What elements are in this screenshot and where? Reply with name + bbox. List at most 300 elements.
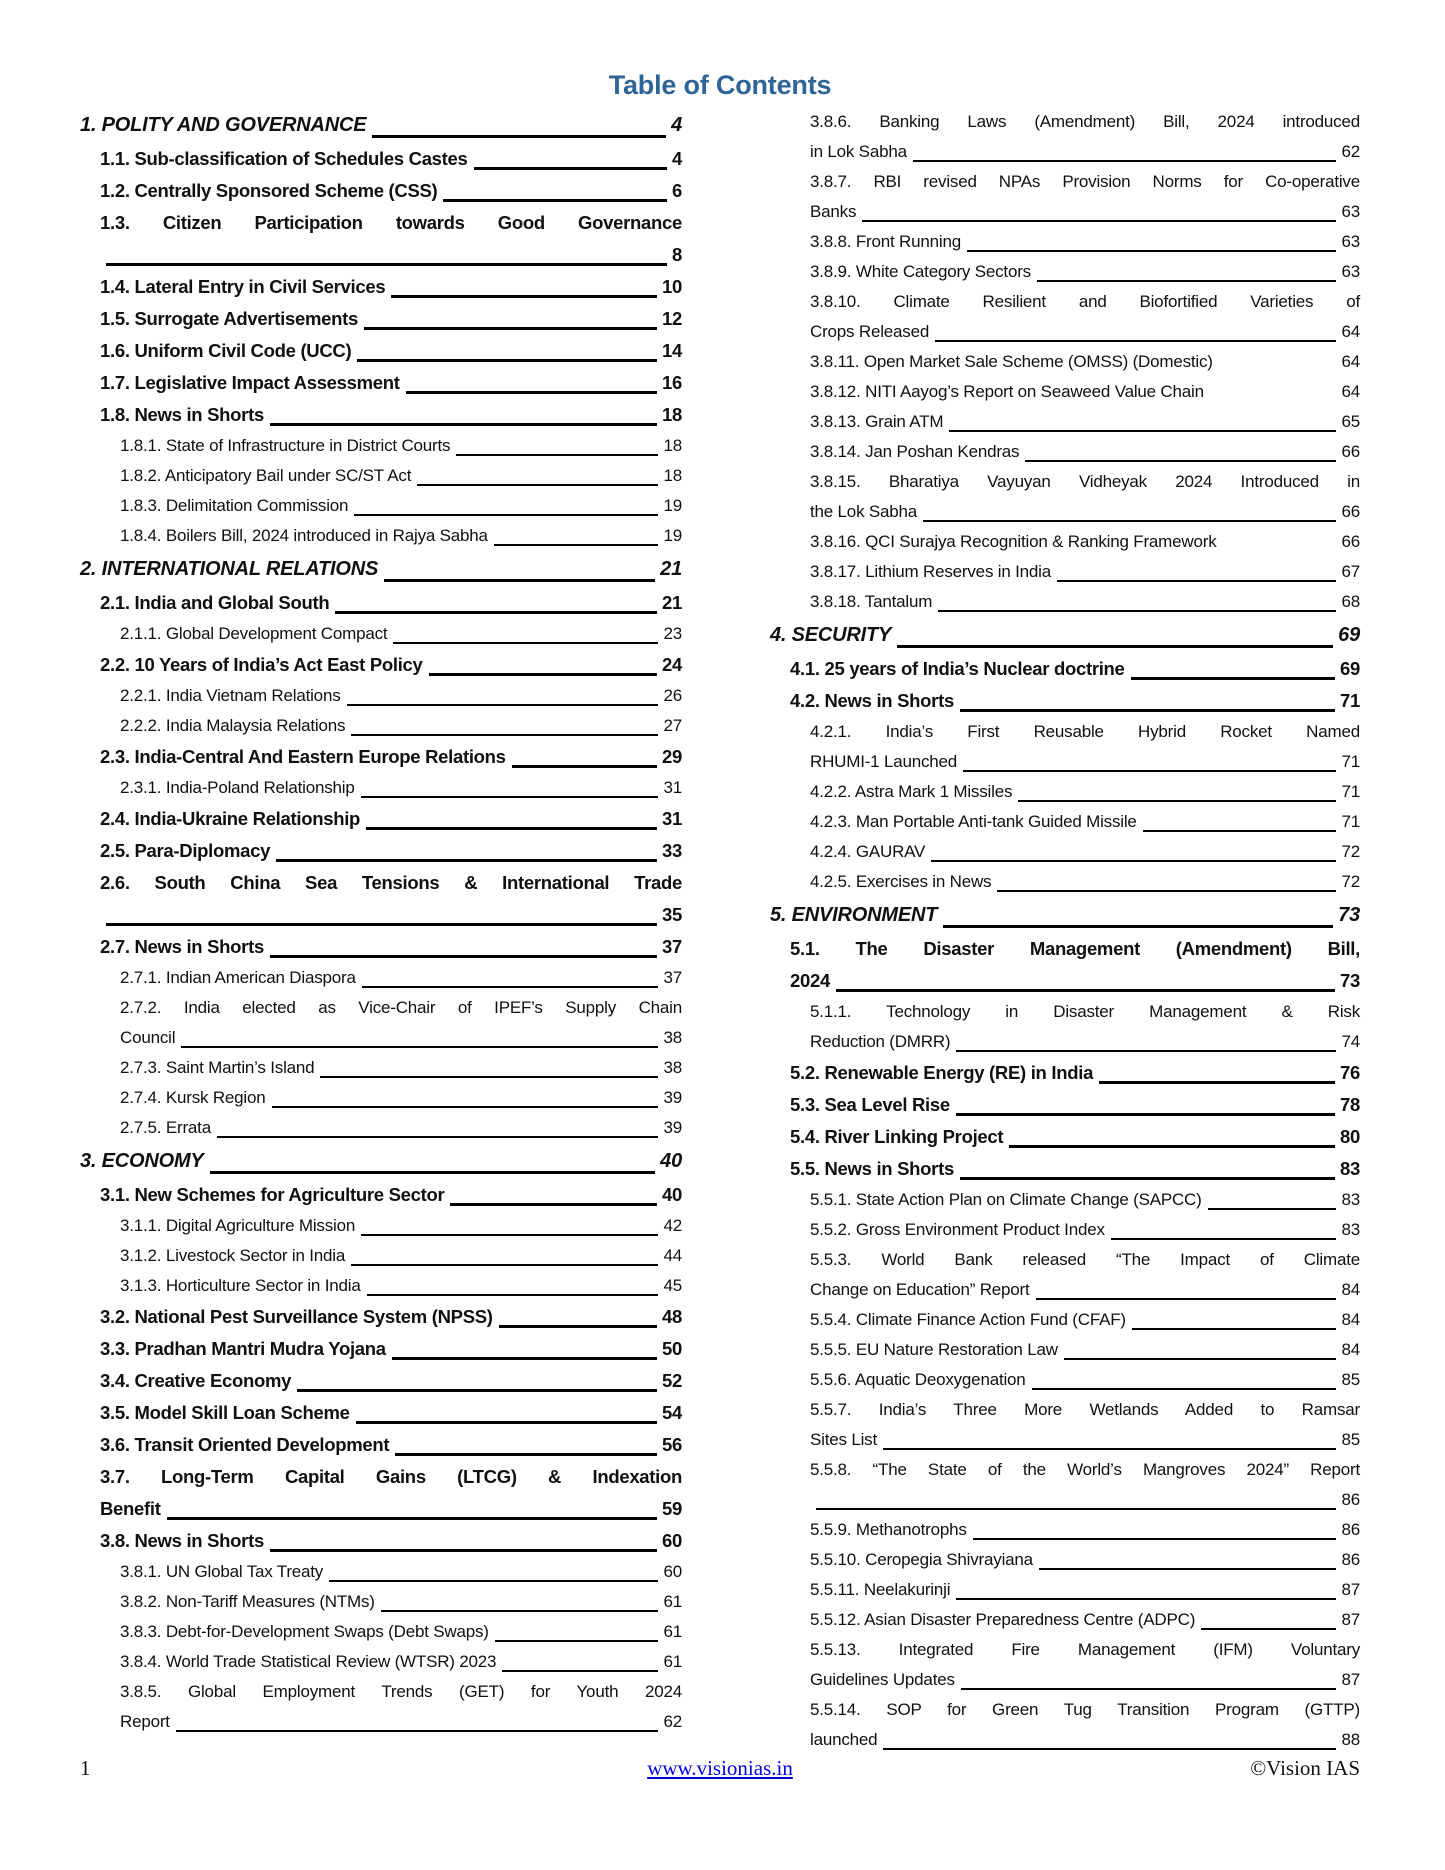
- toc-entry-label: 3.8.2. Non-Tariff Measures (NTMs): [120, 1592, 375, 1611]
- dot-leader: [329, 1580, 658, 1582]
- page-ref: 71: [1341, 782, 1360, 801]
- toc-entry-label: 3.3. Pradhan Mantri Mudra Yojana: [100, 1338, 386, 1359]
- dot-leader: [1009, 1145, 1335, 1148]
- page-ref: 72: [1341, 842, 1360, 861]
- dot-leader: [512, 765, 657, 768]
- toc-entry: [770, 1335, 1360, 1365]
- dot-leader: [357, 359, 657, 362]
- toc-column-left: [80, 107, 682, 1755]
- toc-entry-label: 3.8.8. Front Running: [810, 232, 961, 251]
- page-ref: 87: [1341, 1670, 1360, 1689]
- toc-entry-continuation: [80, 239, 682, 271]
- toc-entry-label: 3. ECONOMY: [80, 1150, 204, 1172]
- page-ref: 84: [1341, 1340, 1360, 1359]
- toc-entry: [770, 1121, 1360, 1153]
- page-ref: 67: [1341, 562, 1360, 581]
- toc-entry-label: 5.5.12. Asian Disaster Preparedness Centre (ADPC): [810, 1610, 1196, 1629]
- toc-entry: [80, 1113, 682, 1143]
- page-ref: 83: [1341, 1190, 1360, 1209]
- toc-entry: [770, 1695, 1360, 1725]
- toc-entry-label: 1.2. Centrally Sponsored Scheme (CSS): [100, 180, 438, 201]
- dot-leader: [956, 1598, 1336, 1600]
- toc-entry-continuation: [80, 1493, 682, 1525]
- toc-entry-label: Sites List: [810, 1430, 877, 1449]
- page-ref: 6: [672, 180, 682, 201]
- dot-leader: [1131, 677, 1335, 680]
- toc-entry-label: 2.7. News in Shorts: [100, 936, 264, 957]
- toc-entry-continuation: [770, 1665, 1360, 1695]
- page-ref: 18: [663, 436, 682, 455]
- toc-entry-label: 4.2.4. GAURAV: [810, 842, 926, 861]
- toc-entry: [80, 431, 682, 461]
- toc-entry-label: 5.5. News in Shorts: [790, 1158, 954, 1179]
- page-ref: 64: [1341, 322, 1360, 341]
- dot-leader: [395, 1453, 657, 1456]
- toc-entry: [770, 685, 1360, 717]
- toc-entry: [80, 741, 682, 773]
- toc-entry-label: 2.7.1. Indian American Diaspora: [120, 968, 356, 987]
- toc-entry-label: 1.8.1. State of Infrastructure in District Courts: [120, 436, 451, 455]
- dot-leader: [297, 1389, 657, 1392]
- toc-entry: [80, 1587, 682, 1617]
- dot-leader: [443, 199, 667, 202]
- toc-entry-label: 3.8.9. White Category Sectors: [810, 262, 1031, 281]
- toc-entry-label: 3.8.4. World Trade Statistical Review (WTSR) 2023: [120, 1652, 497, 1671]
- toc-entry-label: Reduction (DMRR): [810, 1032, 951, 1051]
- page-ref: 50: [662, 1338, 682, 1359]
- page-ref: 87: [1341, 1580, 1360, 1599]
- toc-entry: [770, 557, 1360, 587]
- toc-entry: [80, 367, 682, 399]
- toc-entry: [80, 1053, 682, 1083]
- toc-entry-label: 5.5.10. Ceropegia Shivrayiana: [810, 1550, 1033, 1569]
- toc-entry-label: 2.3.1. India-Poland Relationship: [120, 778, 355, 797]
- page-ref: 74: [1341, 1032, 1360, 1051]
- dot-leader: [406, 391, 657, 394]
- toc-entry: [770, 437, 1360, 467]
- toc-entry-label: 4.2.5. Exercises in News: [810, 872, 992, 891]
- page-ref: 10: [662, 276, 682, 297]
- toc-entry: [770, 1575, 1360, 1605]
- page-ref: 62: [1341, 142, 1360, 161]
- toc-entry: [770, 997, 1360, 1027]
- page-ref: 80: [1340, 1126, 1360, 1147]
- page-ref: 88: [1341, 1730, 1360, 1749]
- toc-entry-label: 5.5.2. Gross Environment Product Index: [810, 1220, 1105, 1239]
- toc-entry-continuation: [770, 317, 1360, 347]
- dot-leader: [210, 1171, 656, 1174]
- website-link[interactable]: www.visionias.in: [647, 1756, 793, 1780]
- dot-leader: [960, 709, 1335, 712]
- toc-entry-label: 3.8.6. Banking Laws (Amendment) Bill, 2024 introduced: [810, 112, 1360, 131]
- toc-entry-label: 3.8.17. Lithium Reserves in India: [810, 562, 1051, 581]
- toc-entry-label: 3.8.11. Open Market Sale Scheme (OMSS) (Domestic): [810, 352, 1213, 371]
- toc-entry-label: 2.1. India and Global South: [100, 592, 330, 613]
- page-ref: 66: [1341, 532, 1360, 551]
- page-ref: 73: [1338, 904, 1360, 926]
- dot-leader: [1032, 1388, 1337, 1390]
- toc-entry-label: in Lok Sabha: [810, 142, 907, 161]
- page-ref: 18: [662, 404, 682, 425]
- toc-entry: [80, 521, 682, 551]
- toc-entry: [770, 167, 1360, 197]
- dot-leader: [1208, 1208, 1337, 1210]
- page-ref: 24: [662, 654, 682, 675]
- toc-entry-label: 3.2. National Pest Surveillance System (NPSS): [100, 1306, 493, 1327]
- toc-entry: [80, 461, 682, 491]
- page-ref: 61: [663, 1652, 682, 1671]
- toc-entry-label: the Lok Sabha: [810, 502, 918, 521]
- toc-entry-label: 3.8.15. Bharatiya Vayuyan Vidheyak 2024 Introduced in: [810, 472, 1360, 491]
- dot-leader: [935, 340, 1336, 342]
- toc-entry: [80, 993, 682, 1023]
- page-ref: 35: [662, 904, 682, 925]
- toc-entry-label: 1.4. Lateral Entry in Civil Services: [100, 276, 386, 297]
- toc-entry-label: 2.6. South China Sea Tensions & International Trade: [100, 872, 682, 893]
- page-ref: 85: [1341, 1370, 1360, 1389]
- dot-leader: [1143, 830, 1337, 832]
- toc-entry: [80, 1525, 682, 1557]
- page-ref: 33: [662, 840, 682, 861]
- toc-entry-label: 2.2. 10 Years of India’s Act East Policy: [100, 654, 423, 675]
- dot-leader: [392, 1357, 657, 1360]
- toc-entry-label: 3.8.3. Debt-for-Development Swaps (Debt Swaps): [120, 1622, 489, 1641]
- toc-entry-label: 1.5. Surrogate Advertisements: [100, 308, 358, 329]
- toc-entry: [80, 931, 682, 963]
- toc-entry: [770, 653, 1360, 685]
- page-ref: 21: [660, 558, 682, 580]
- toc-entry-continuation: [80, 1023, 682, 1053]
- page-ref: 40: [660, 1150, 682, 1172]
- page-ref: 54: [662, 1402, 682, 1423]
- page-ref: 37: [662, 936, 682, 957]
- toc-entry-label: 3.8.5. Global Employment Trends (GET) for Youth 2024: [120, 1682, 682, 1701]
- toc-entry: [770, 1057, 1360, 1089]
- toc-entry: [80, 1461, 682, 1493]
- page-ref: 87: [1341, 1610, 1360, 1629]
- toc-entry: [80, 1083, 682, 1113]
- dot-leader: [354, 514, 658, 516]
- page-ref: 66: [1341, 442, 1360, 461]
- toc-entry-label: 3.8.14. Jan Poshan Kendras: [810, 442, 1020, 461]
- dot-leader: [106, 923, 657, 926]
- toc-entry-label: 2.1.1. Global Development Compact: [120, 624, 388, 643]
- toc-entry-label: 4.2.1. India’s First Reusable Hybrid Rocket Named: [810, 722, 1360, 741]
- dot-leader: [351, 734, 658, 736]
- dot-leader: [1201, 1628, 1336, 1630]
- toc-entry: [80, 587, 682, 619]
- page-ref: 23: [663, 624, 682, 643]
- dot-leader: [1064, 1358, 1337, 1360]
- dot-leader: [393, 642, 658, 644]
- toc-entry: [770, 777, 1360, 807]
- toc-entry: [770, 867, 1360, 897]
- toc-entry: [770, 837, 1360, 867]
- toc-entry-label: 5.3. Sea Level Rise: [790, 1094, 950, 1115]
- toc-entry: [80, 335, 682, 367]
- toc-entry-label: 5.1. The Disaster Management (Amendment) Bill,: [790, 938, 1360, 959]
- toc-entry-continuation: [770, 1425, 1360, 1455]
- dot-leader: [372, 135, 666, 138]
- page-ref: 61: [663, 1622, 682, 1641]
- page-ref: 85: [1341, 1430, 1360, 1449]
- toc-entry-label: 4.2. News in Shorts: [790, 690, 954, 711]
- page-ref: 42: [663, 1216, 682, 1235]
- toc-entry-label: 5.5.11. Neelakurinji: [810, 1580, 951, 1599]
- toc-entry-continuation: [770, 747, 1360, 777]
- toc-entry-label: 2.4. India-Ukraine Relationship: [100, 808, 361, 829]
- toc-entry: [770, 1089, 1360, 1121]
- toc-entry-label: 2.2.1. India Vietnam Relations: [120, 686, 341, 705]
- toc-entry-continuation: [770, 497, 1360, 527]
- toc-entry-label: 2.7.2. India elected as Vice-Chair of IPEF’s Supply Chain: [120, 998, 682, 1017]
- page-ref: 68: [1341, 592, 1360, 611]
- toc-entry-label: 3.8.7. RBI revised NPAs Provision Norms for Co-operative: [810, 172, 1360, 191]
- toc-entry-continuation: [80, 899, 682, 931]
- toc-entry-label: 3.8.1. UN Global Tax Treaty: [120, 1562, 324, 1581]
- toc-entry-label: Guidelines Updates: [810, 1670, 955, 1689]
- dot-leader: [361, 796, 659, 798]
- toc-entry: [80, 399, 682, 431]
- toc-entry-label: 2.3. India-Central And Eastern Europe Relations: [100, 746, 506, 767]
- page-ref: 21: [662, 592, 682, 613]
- dot-leader: [961, 1688, 1337, 1690]
- toc-column-right: [770, 107, 1360, 1755]
- dot-leader: [1057, 580, 1337, 582]
- toc-entry: [770, 933, 1360, 965]
- dot-leader: [913, 160, 1337, 162]
- toc-entry-label: launched: [810, 1730, 878, 1749]
- page-ref: 76: [1340, 1062, 1360, 1083]
- dot-leader: [931, 860, 1336, 862]
- page-ref: 71: [1340, 690, 1360, 711]
- page-ref: 63: [1341, 262, 1360, 281]
- toc-entry: [80, 867, 682, 899]
- toc-entry: [770, 1185, 1360, 1215]
- page-ref: 18: [663, 466, 682, 485]
- toc-entry: [770, 1635, 1360, 1665]
- toc-entry: [80, 773, 682, 803]
- dot-leader: [1037, 280, 1337, 282]
- dot-leader: [1111, 1238, 1337, 1240]
- dot-leader: [366, 827, 657, 830]
- dot-leader: [883, 1448, 1337, 1450]
- dot-leader: [364, 327, 657, 330]
- toc-entry-label: 3.1. New Schemes for Agriculture Sector: [100, 1184, 445, 1205]
- page-ref: 45: [663, 1276, 682, 1295]
- toc-entry-label: 1.8.2. Anticipatory Bail under SC/ST Act: [120, 466, 412, 485]
- page-ref: 69: [1338, 624, 1360, 646]
- page-ref: 62: [663, 1712, 682, 1731]
- page-ref: 37: [663, 968, 682, 987]
- toc-entry-label: 5.5.8. “The State of the World’s Mangroves 2024” Report: [810, 1460, 1360, 1479]
- dot-leader: [1025, 460, 1336, 462]
- dot-leader: [897, 645, 1333, 648]
- toc-entry: [80, 1143, 682, 1179]
- toc-entry: [770, 1245, 1360, 1275]
- dot-leader: [347, 704, 659, 706]
- toc-entry-label: 3.8. News in Shorts: [100, 1530, 264, 1551]
- page-ref: 84: [1341, 1280, 1360, 1299]
- dot-leader: [270, 423, 657, 426]
- dot-leader: [429, 673, 657, 676]
- toc-entry-label: RHUMI-1 Launched: [810, 752, 958, 771]
- toc-entry: [770, 1215, 1360, 1245]
- page-ref: 39: [663, 1088, 682, 1107]
- toc-entry-label: 5.5.5. EU Nature Restoration Law: [810, 1340, 1058, 1359]
- toc-entry-label: Council: [120, 1028, 176, 1047]
- toc-entry: [80, 1677, 682, 1707]
- toc-entry: [770, 1153, 1360, 1185]
- page-ref: 86: [1341, 1550, 1360, 1569]
- toc-entry: [80, 619, 682, 649]
- toc-entry-label: 5.5.3. World Bank released “The Impact of Climate: [810, 1250, 1360, 1269]
- toc-entry-continuation: [770, 1027, 1360, 1057]
- page-ref: 66: [1341, 502, 1360, 521]
- toc-entry: [770, 897, 1360, 933]
- page-ref: 38: [663, 1058, 682, 1077]
- dot-leader: [335, 611, 657, 614]
- toc-entry: [80, 1617, 682, 1647]
- toc-entry: [770, 1395, 1360, 1425]
- toc-entry-label: 4.2.2. Astra Mark 1 Missiles: [810, 782, 1013, 801]
- toc-entry-label: 2. INTERNATIONAL RELATIONS: [80, 558, 379, 580]
- toc-entry-label: 3.4. Creative Economy: [100, 1370, 292, 1391]
- toc-entry: [80, 1397, 682, 1429]
- page-ref: 19: [663, 496, 682, 515]
- dot-leader: [367, 1294, 659, 1296]
- toc-entry: [770, 287, 1360, 317]
- toc-entry-label: 3.8.10. Climate Resilient and Biofortified Varieties of: [810, 292, 1360, 311]
- dot-leader: [1132, 1328, 1337, 1330]
- dot-leader: [320, 1076, 658, 1078]
- toc-entry-label: 5.5.4. Climate Finance Action Fund (CFAF): [810, 1310, 1126, 1329]
- dot-leader: [1018, 800, 1336, 802]
- toc-entry-label: 3.8.18. Tantalum: [810, 592, 933, 611]
- dot-leader: [956, 1050, 1336, 1052]
- toc-entry-continuation: [770, 1275, 1360, 1305]
- toc-entry: [80, 303, 682, 335]
- toc-entry-label: 1.3. Citizen Participation towards Good Governance: [100, 212, 682, 233]
- toc-entry-label: 1.8.4. Boilers Bill, 2024 introduced in Rajya Sabha: [120, 526, 488, 545]
- dot-leader: [417, 484, 658, 486]
- dot-leader: [474, 167, 667, 170]
- toc-entry-label: 4.2.3. Man Portable Anti-tank Guided Missile: [810, 812, 1137, 831]
- dot-leader: [272, 1106, 659, 1108]
- page-ref: 73: [1340, 970, 1360, 991]
- toc-entry: [80, 1333, 682, 1365]
- toc-entry-label: 2.7.3. Saint Martin’s Island: [120, 1058, 315, 1077]
- page-ref: 56: [662, 1434, 682, 1455]
- toc-entry: [770, 1545, 1360, 1575]
- dot-leader: [270, 955, 657, 958]
- toc-entry-continuation: [770, 1485, 1360, 1515]
- dot-leader: [217, 1136, 659, 1138]
- page-ref: 52: [662, 1370, 682, 1391]
- toc-entry: [80, 1301, 682, 1333]
- toc-entry-label: 3.1.3. Horticulture Sector in India: [120, 1276, 361, 1295]
- page-ref: 78: [1340, 1094, 1360, 1115]
- page-ref: 8: [672, 244, 682, 265]
- toc-entry: [770, 1305, 1360, 1335]
- dot-leader: [883, 1748, 1336, 1750]
- toc-entry-label: 5.1.1. Technology in Disaster Management & Risk: [810, 1002, 1360, 1021]
- page-ref: 19: [663, 526, 682, 545]
- dot-leader: [1039, 1568, 1337, 1570]
- dot-leader: [949, 430, 1336, 432]
- page-ref: 71: [1341, 752, 1360, 771]
- toc-entry: [770, 617, 1360, 653]
- toc-entry-label: Change on Education” Report: [810, 1280, 1030, 1299]
- page-ref: 64: [1341, 352, 1360, 371]
- page-ref: 60: [662, 1530, 682, 1551]
- toc-entry-continuation: [80, 1707, 682, 1737]
- toc-entry-label: 1.8. News in Shorts: [100, 404, 264, 425]
- dot-leader: [494, 544, 659, 546]
- page-ref: 38: [663, 1028, 682, 1047]
- dot-leader: [836, 989, 1335, 992]
- page-ref: 39: [663, 1118, 682, 1137]
- toc-entry: [80, 711, 682, 741]
- dot-leader: [181, 1046, 658, 1048]
- toc-entry-label: 3.7. Long-Term Capital Gains (LTCG) & Indexation: [100, 1466, 682, 1487]
- page-ref: 86: [1341, 1520, 1360, 1539]
- toc-entry: [770, 257, 1360, 287]
- page-ref: 14: [662, 340, 682, 361]
- dot-leader: [502, 1670, 658, 1672]
- toc-entry-label: 4.1. 25 years of India’s Nuclear doctrine: [790, 658, 1125, 679]
- toc-entry: [770, 1365, 1360, 1395]
- toc-entry: [80, 1429, 682, 1461]
- toc-entry-label: 1.7. Legislative Impact Assessment: [100, 372, 400, 393]
- toc-entry-label: 4. SECURITY: [770, 624, 892, 646]
- toc-entry-label: 1.6. Uniform Civil Code (UCC): [100, 340, 352, 361]
- page-ref: 83: [1341, 1220, 1360, 1239]
- toc-entry: [770, 227, 1360, 257]
- page-ref: 40: [662, 1184, 682, 1205]
- toc-entry: [80, 1365, 682, 1397]
- toc-entry: [80, 803, 682, 835]
- toc-entry-label: 3.6. Transit Oriented Development: [100, 1434, 390, 1455]
- toc-entry-label: 3.1.1. Digital Agriculture Mission: [120, 1216, 356, 1235]
- footer-page-number: 1: [80, 1756, 91, 1780]
- dot-leader: [923, 520, 1336, 522]
- dot-leader: [495, 1640, 659, 1642]
- toc-entry: [770, 1455, 1360, 1485]
- dot-leader: [356, 1421, 657, 1424]
- toc-entry: [80, 1241, 682, 1271]
- page-ref: 44: [663, 1246, 682, 1265]
- page-ref: 27: [663, 716, 682, 735]
- dot-leader: [997, 890, 1336, 892]
- page-ref: 29: [662, 746, 682, 767]
- toc-entry-label: 5.5.6. Aquatic Deoxygenation: [810, 1370, 1026, 1389]
- toc-columns: [80, 107, 1360, 1755]
- toc-entry-label: 3.8.16. QCI Surajya Recognition & Ranking Framework: [810, 532, 1217, 551]
- toc-entry: [770, 807, 1360, 837]
- page-ref: 61: [663, 1592, 682, 1611]
- toc-entry: [80, 1647, 682, 1677]
- dot-leader: [499, 1325, 657, 1328]
- toc-entry: [80, 963, 682, 993]
- dot-leader: [943, 925, 1333, 928]
- dot-leader: [1036, 1298, 1337, 1300]
- page-ref: 31: [663, 778, 682, 797]
- page-ref: 48: [662, 1306, 682, 1327]
- toc-entry: [80, 649, 682, 681]
- toc-entry: [770, 347, 1360, 377]
- page-ref: 59: [662, 1498, 682, 1519]
